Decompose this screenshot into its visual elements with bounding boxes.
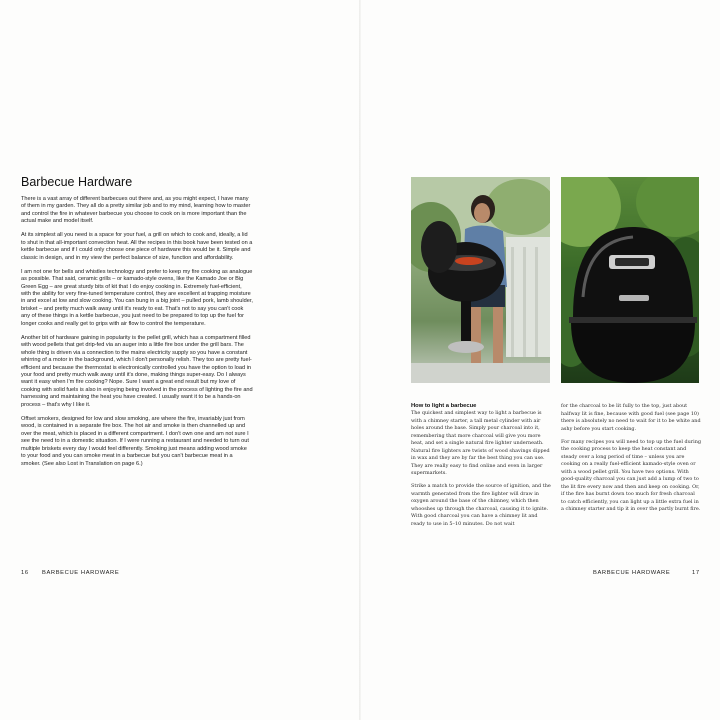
right-column-a [411, 403, 551, 534]
photo-illustration [411, 177, 550, 383]
photo-woman-at-kettle-barbecue [411, 177, 550, 383]
photo-kettle-barbecue-closeup [561, 177, 699, 383]
left-body-text [21, 196, 253, 474]
running-head-right: BARBECUE HARDWARE [593, 570, 671, 576]
page-heading: Barbecue Hardware [21, 175, 133, 189]
box-title: How to light a barbecue [411, 403, 477, 409]
right-column-b [561, 403, 701, 519]
photo-illustration [561, 177, 699, 383]
body-paragraph: There is a vast array of different barbecues out there and, as you might expect, I have many of them in my garden. They all do a pretty similar job and to my mind, learning how to master and control the fire in whatever barbecue you choose to cook on is more important than the actual make and model itself. [21, 196, 251, 225]
box-paragraph: For many recipes you will need to top up the fuel during the cooking process to keep the heat constant and steady over a long period of time – unless you are cooking on a really fuel-efficient kamado-style oven or with a wood pellet grill. You have two options. With good-quality charcoal you can just add a lump of two to the lit fire every now and then and keep on cooking. Or, if the fire has burnt down too much for fresh charcoal to catch efficiently, you can light up a little extra fuel in a chimney starter and tip it in over the partly burnt fire. [561, 438, 701, 512]
page-number-left: 16 [21, 570, 29, 576]
body-paragraph: Offset smokers, designed for low and slow smoking, are where the fire, invariably just from wood, is contained in a separate fire box. The hot air and smoke is then channelled up and over the meat, which is placed in a different compartment. I don't own one and am not sure I see the need to in a domestic situation. If I were running a restaurant and needed to turn out multiple briskets every day I would feel differently. Smoking just means adding wood smoke to your food and you can smoke meat in a barbecue but you can't barbecue meat in a smoker. (See also Lost in Translation on page 6.) [21, 415, 249, 467]
body-paragraph: Another bit of hardware gaining in popularity is the pellet grill, which has a compartment filled with wood pellets that get drip-fed via an auger into a little fire box under the grill bars. The whole thing is driven via a connection to the mains electricity supply so you have a constant whirring of a motor in the background, which I don't personally relish. They too are pretty fuel-efficient and because the thermostat is electronically controlled you have the option to load in your food and pretty much walk away until it's done, making things super-easy. Do I always want it easy when I'm fire cooking? Nope. Sure I want a great end result but my love of cooking with solid fuels is also in enjoying being involved in the process of lighting the fire and harnessing and maintaining the heat you have created. I usually want it to be a hands-on process – that's why I like it. [21, 334, 253, 408]
page-number-right: 17 [692, 570, 700, 576]
body-paragraph: At its simplest all you need is a space for your fuel, a grill on which to cook and, ideally, a lid to shut in that all-important convection heat. All the recipes in this book have been tested on a kettle barbecue and if I could only choose one piece of hardware this would be it. Simple and classic in design, and in my view the perfect balance of size, function and affordability. [21, 232, 253, 261]
page-gutter [359, 0, 361, 720]
running-head-left: BARBECUE HARDWARE [42, 570, 120, 576]
box-paragraph: Strike a match to provide the source of ignition, and the warmth generated from the fire lighter will draw in oxygen around the base of the chimney, which then whooshes up through the charcoal, causing it to ignite. With good charcoal you can have a chimney lit and ready to use in 5–10 minutes. Do not wait [411, 483, 551, 527]
body-paragraph: I am not one for bells and whistles technology and prefer to keep my fire cooking as analogue as possible. That said, ceramic grills – or kamado-style ovens, like the Kamado Joe or Big Green Egg – are great sturdy bits of kit that I do enjoy cooking in. Extremely fuel-efficient, with the ability for very fine-tuned temperature control, they are excellent at trapping moisture in and excel at low and slow cooking. You can bung in a big joint – pulled pork, lamb shoulder, brisket – and pretty much walk away until it's ready to eat. That's not to say you can't cook any of these things in a kettle barbecue, you just need to be prepared to top up the fuel for longer cooks and really get to grips with air flow to control the temperature. [21, 268, 253, 327]
box-paragraph: for the charcoal to be lit fully to the top, just about halfway lit is fine, because with good fuel (see page 10) there is absolutely no need to wait for it to be white and ashy before you start cooking. [561, 403, 701, 432]
box-paragraph: The quickest and simplest way to light a barbecue is with a chimney starter, a tall metal cylinder with air holes around the base. Simply pour charcoal into it, remembering that more charcoal will give you more heat, and set a single natural fire lighter underneath. Natural fire lighters are twists of wood shavings dipped in wax and they are by far the best thing you can use. They are really easy to find online and even in larger supermarkets. [411, 410, 550, 476]
